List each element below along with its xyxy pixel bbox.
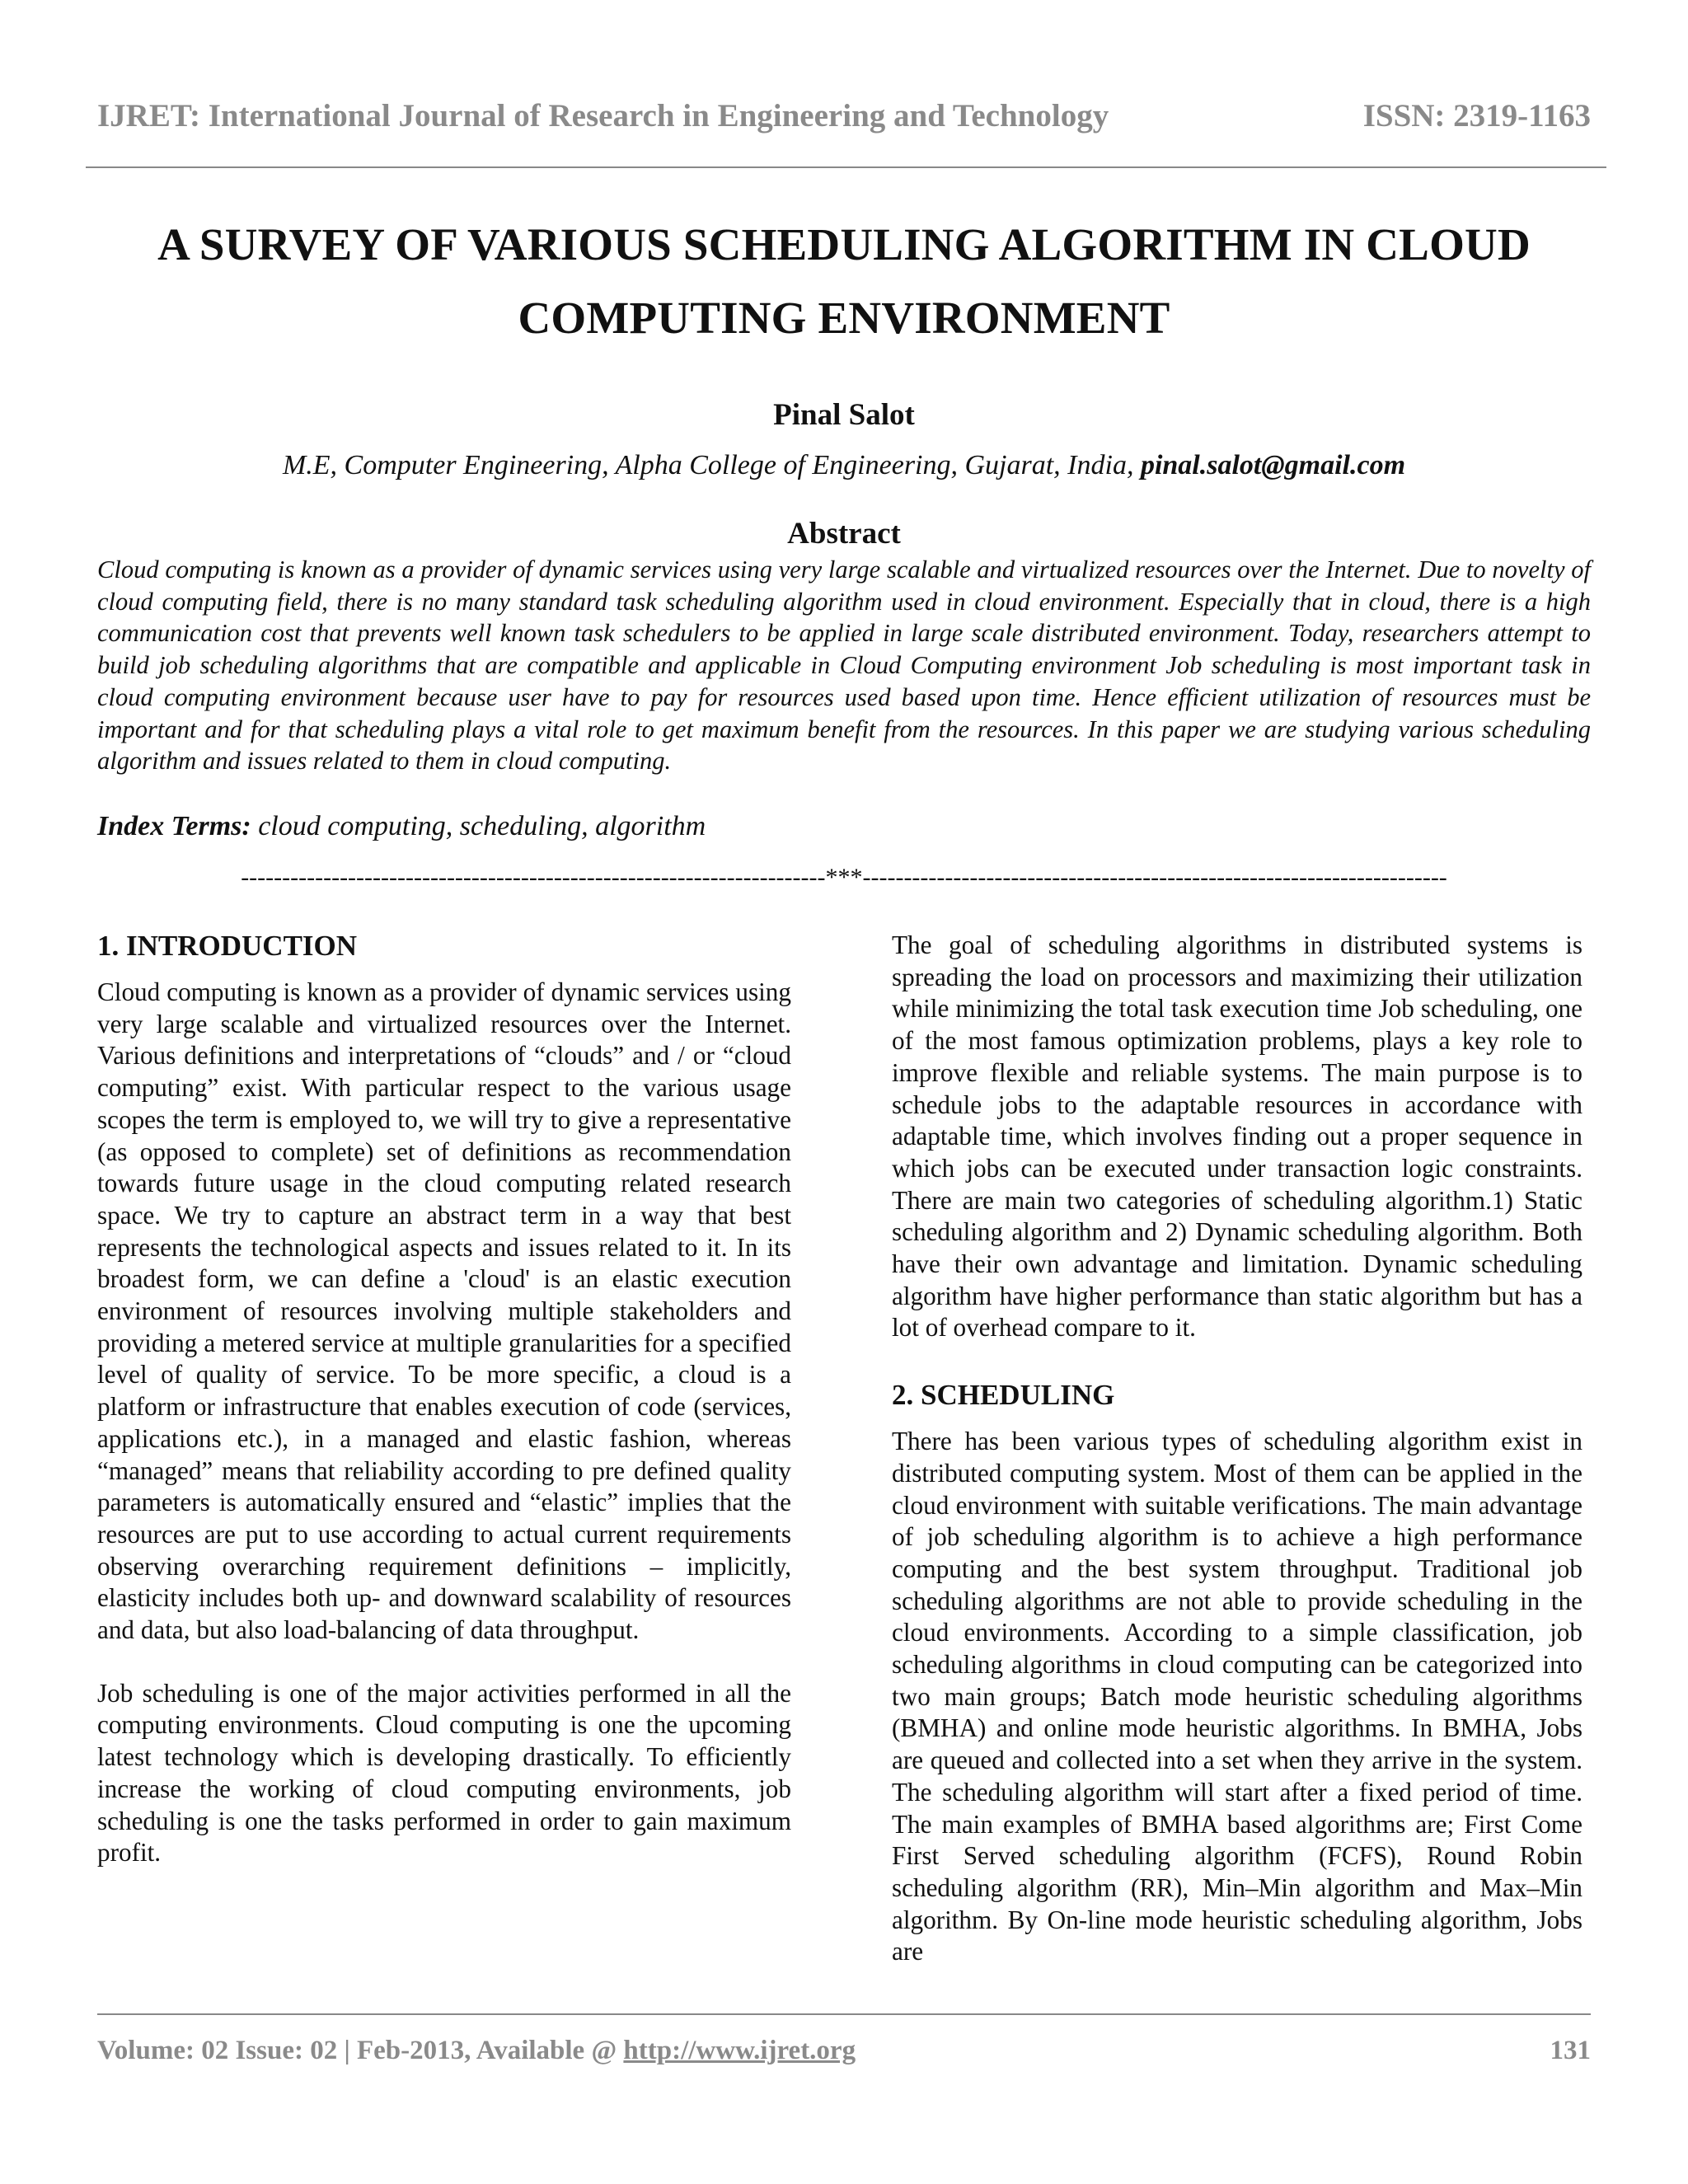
- volume-info: Volume: 02 Issue: 02 | Feb-2013, Available @: [97, 2036, 617, 2065]
- index-terms: [97, 811, 1591, 842]
- left-column: [97, 930, 791, 1869]
- index-terms-label: Index Terms:: [97, 811, 251, 841]
- section-separator: -----------------------------------------------------------------------***-----------------------------------------------------------------------: [241, 864, 1447, 891]
- journal-name: IJRET: International Journal of Research in Engineering and Technology: [97, 98, 1109, 134]
- index-terms-values: cloud computing, scheduling, algorithm: [258, 811, 706, 841]
- scheduling-paragraph-1: There has been various types of scheduling algorithm exist in distributed computing system. Most of them can be applied in the cloud environment with suitable verifications. The main advantage of job scheduling algorithm is to achieve a high performance computing and the best system throughput. Traditional job scheduling algorithms are not able to provide scheduling in the cloud environments. According to a simple classification, job scheduling algorithms in cloud computing can be categorized into two main groups; Batch mode heuristic scheduling algorithms (BMHA) and online mode heuristic algorithms. In BMHA, Jobs are queued and collected into a set when they arrive in the system. The scheduling algorithm will start after a fixed period of time. The main examples of BMHA based algorithms are; First Come First Served scheduling algorithm (FCFS), Round Robin scheduling algorithm (RR), Min–Min algorithm and Max–Min algorithm. By On-line mode heuristic scheduling algorithm, Jobs are: [892, 1427, 1582, 1966]
- header-rule: [86, 166, 1606, 168]
- author-name: Pinal Salot: [773, 398, 915, 432]
- abstract-text: Cloud computing is known as a provider of dynamic services using very large scalable and virtualized resources over the Internet. Due to novelty of cloud computing field, there is no many standard task scheduling algorithm used in cloud environment. Especially that in cloud, there is a high communication cost that prevents well known task schedulers to be applied in large scale distributed environment. Today, researchers attempt to build job scheduling algorithms that are compatible and applicable in Cloud Computing environment Job scheduling is most important task in cloud computing environment because user have to pay for resources used based upon time. Hence efficient utilization of resources must be important and for that scheduling plays a vital role to get maximum benefit from the resources. In this paper we are studying various scheduling algorithm and issues related to them in cloud computing.: [97, 555, 1591, 776]
- title-line-2: COMPUTING ENVIRONMENT: [518, 293, 1170, 343]
- footer-left: [97, 2036, 856, 2066]
- running-header: [97, 97, 1591, 147]
- paper-title: [97, 208, 1591, 354]
- abstract-heading: Abstract: [787, 517, 901, 551]
- affiliation-text: M.E, Computer Engineering, Alpha College of Engineering, Gujarat, India,: [282, 450, 1134, 480]
- issn-number: ISSN: 2319-1163: [1362, 98, 1591, 134]
- right-column: [892, 930, 1582, 1968]
- page-number: 131: [1550, 2036, 1591, 2065]
- footer-rule: [97, 2013, 1591, 2015]
- author-affiliation: [97, 450, 1591, 481]
- journal-url-link[interactable]: http://www.ijret.org: [623, 2036, 856, 2065]
- scheduling-goal-paragraph: The goal of scheduling algorithms in distributed systems is spreading the load on processors and maximizing their utilization while minimizing the total task execution time Job scheduling, one of the most famous optimization problems, plays a key role to improve flexible and reliable systems. The main purpose is to schedule jobs to the adaptable resources in accordance with adaptable time, which involves finding out a proper sequence in which jobs can be executed under transaction logic constraints. There are main two categories of scheduling algorithm.1) Static scheduling algorithm and 2) Dynamic scheduling algorithm. Both have their own advantage and limitation. Dynamic scheduling algorithm have higher performance than static algorithm but has a lot of overhead compare to it.: [892, 930, 1582, 1343]
- introduction-paragraph-1: Cloud computing is known as a provider of dynamic services using very large scalable and virtualized resources over the Internet. Various definitions and interpretations of “clouds” and / or “cloud computing” exist. With particular respect to the various usage scopes the term is employed to, we will try to give a representative (as opposed to complete) set of definitions as recommendation towards future usage in the cloud computing related research space. We try to capture an abstract term in a way that best represents the technological aspects and issues related to it. In its broadest form, we can define a 'cloud' is an elastic execution environment of resources involving multiple stakeholders and providing a metered service at multiple granularities for a specified level of quality of service. To be more specific, a cloud is a platform or infrastructure that enables execution of code (services, applications etc.), in a managed and elastic fashion, whereas “managed” means that reliability according to pre defined quality parameters is automatically ensured and “elastic” implies that the resources are put to use according to actual current requirements observing overarching requirement definitions – implicitly, elasticity includes both up- and downward scalability of resources and data, but also load-balancing of data throughput.: [97, 977, 791, 1645]
- scheduling-heading: 2. SCHEDULING: [892, 1379, 1115, 1412]
- title-line-1: A SURVEY OF VARIOUS SCHEDULING ALGORITHM IN CLOUD: [157, 219, 1531, 269]
- introduction-paragraph-2: Job scheduling is one of the major activities performed in all the computing environments. Cloud computing is one the upcoming latest technology which is developing drastically. To efficiently increase the working of cloud computing environments, job scheduling is one the tasks performed in order to gain maximum profit.: [97, 1678, 791, 1868]
- page-footer: [97, 2036, 1591, 2077]
- author-email[interactable]: pinal.salot@gmail.com: [1140, 450, 1406, 480]
- introduction-heading: 1. INTRODUCTION: [97, 930, 358, 962]
